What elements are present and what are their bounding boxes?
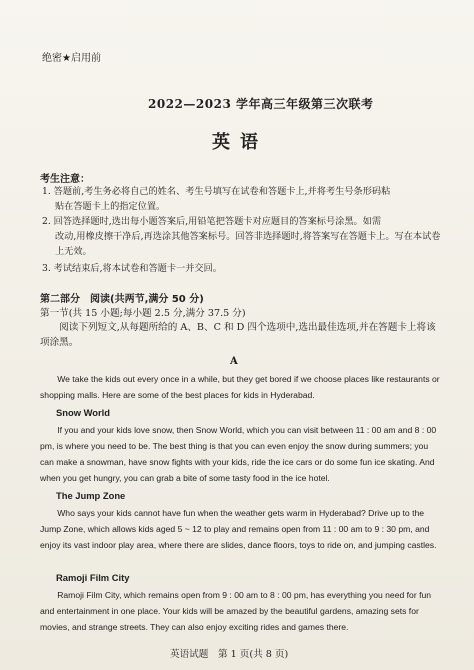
instructions: 阅读下列短文,从每题所给的 A、B、C 和 D 四个选项中,选出最佳选项,并在答题卡上将该项涂黑。 (40, 322, 436, 348)
note-2: 2. 回答选择题时,选出每小题答案后,用铅笔把答题卡对应题目的答案标号涂黑。如需 (42, 216, 382, 227)
exam-title: 2022—2023 学年高三年级第三次联考 (148, 97, 374, 111)
confidential-label: 绝密★启用前 (42, 53, 101, 64)
notes-heading: 考生注意： (40, 174, 90, 185)
place-description: Ramoji Film City, which remains open from 9 : 00 am to 8 : 00 pm, has everything you need for fun and entertainment in one place. Your kids will be amazed by the beautiful gardens, amazing sets for movies, and strange streets. They can also enjoy exciting rides and games there. (40, 590, 432, 632)
place-description: Who says your kids cannot have fun when the weather gets warm in Hyderabad? Drive up to the Jump Zone, which allows kids aged 5 ~ 12 to play and remains open from 11 : 00 am to 9 : 30 pm, and enjoy its vast indoor play area, where there are slides, dance floors, toys to ride on, and jumping castles. (40, 508, 437, 550)
note-2-cont: 改动,用橡皮擦干净后,再选涂其他答案标号。回答非选择题时,将答案写在答题卡上。写在本试卷上无效。 (55, 231, 441, 257)
subject-title: 英语 (212, 132, 268, 153)
place-heading: Snow World (56, 407, 110, 418)
page-footer: 英语试题 第 1 页(共 8 页) (170, 649, 289, 660)
place-heading: The Jump Zone (56, 490, 126, 501)
note-1: 1. 答题前,考生务必将自己的姓名、考生号填写在试卷和答题卡上,并将考生号条形码粘 (42, 186, 391, 197)
section-heading: 第一节(共 15 小题;每小题 2.5 分,满分 37.5 分) (40, 308, 246, 319)
passage-intro: We take the kids out every once in a while, but they get bored if we choose places like restaurants or shopping malls. Here are some of the best places for kids in Hyderabad. (40, 374, 440, 400)
place-description: If you and your kids love snow, then Snow World, which you can visit between 11 : 00 am and 8 : 00 pm, is where you need to be. The best thing is that you can even enjoy the snow during summers; you can make a snowman, have snow fights with your kids, ride the ice cars or do some fun ice skating. And when you get hungry, you can grab a bite of some tasty food in the ice hotel. (40, 425, 437, 483)
part-heading: 第二部分 阅读(共两节,满分 50 分) (40, 294, 204, 305)
note-1-cont: 贴在答题卡上的指定位置。 (55, 201, 166, 212)
note-3: 3. 考试结束后,将本试卷和答题卡一并交回。 (42, 263, 222, 274)
place-heading: Ramoji Film City (56, 572, 130, 583)
passage-letter: A (230, 356, 238, 367)
